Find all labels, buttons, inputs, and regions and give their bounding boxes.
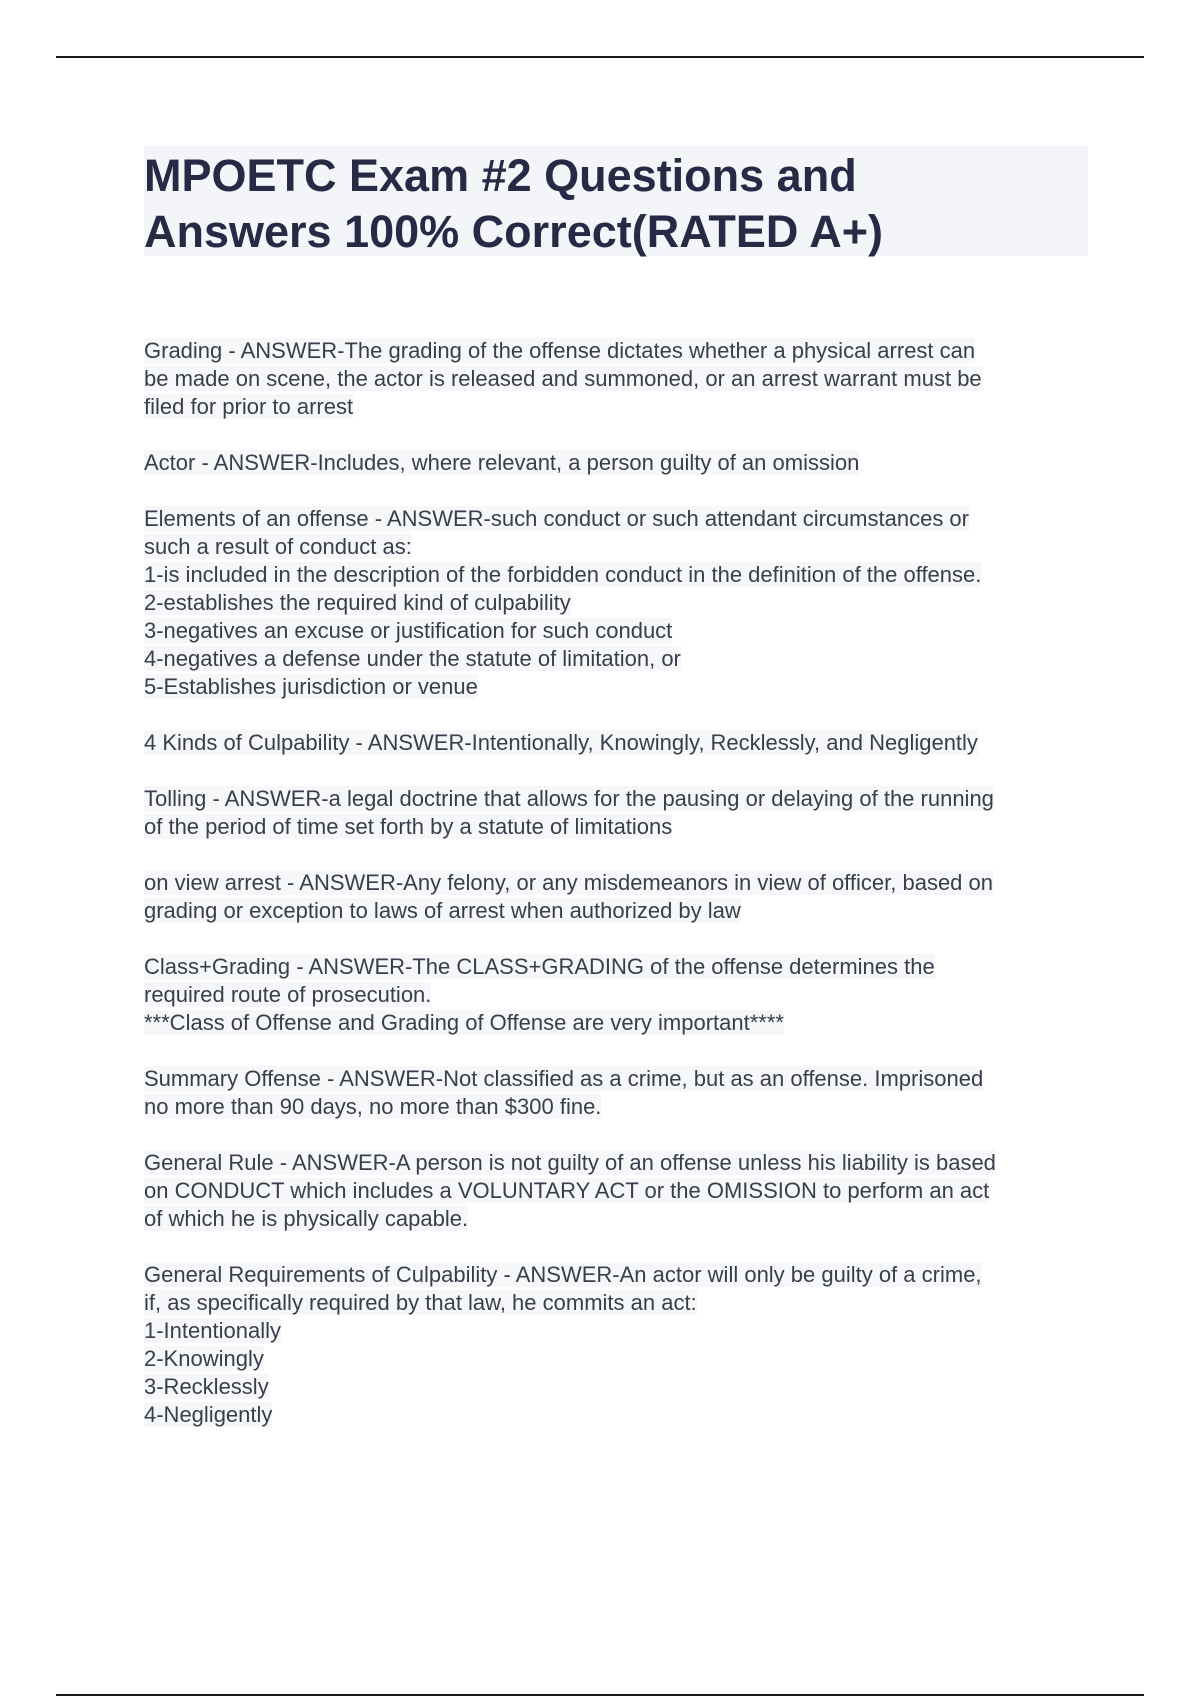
- entry-line: ***Class of Offense and Grading of Offense are very important****: [144, 1010, 784, 1035]
- entry-line: on view arrest - ANSWER-Any felony, or any misdemeanors in view of officer, based on: [144, 870, 993, 895]
- entry-line: grading or exception to laws of arrest when authorized by law: [144, 898, 741, 923]
- entry-line: of the period of time set forth by a statute of limitations: [144, 814, 673, 839]
- entry-line: Class+Grading - ANSWER-The CLASS+GRADING of the offense determines the: [144, 954, 935, 979]
- entry-line: 4-negatives a defense under the statute of limitation, or: [144, 646, 681, 671]
- entry-line: filed for prior to arrest: [144, 394, 354, 419]
- entry-line: on CONDUCT which includes a VOLUNTARY ACT or the OMISSION to perform an act: [144, 1178, 990, 1203]
- footer-rule: [56, 1694, 1144, 1696]
- entry-line: Grading - ANSWER-The grading of the offense dictates whether a physical arrest can: [144, 338, 976, 363]
- entry-line: 1-is included in the description of the forbidden conduct in the definition of the offense.: [144, 562, 982, 587]
- entry-line: 4-Negligently: [144, 1402, 273, 1427]
- entry-line: Summary Offense - ANSWER-Not classified as a crime, but as an offense. Imprisoned: [144, 1066, 984, 1091]
- qa-entry-summary-offense: [144, 1065, 1088, 1121]
- entry-line: 3-Recklessly: [144, 1374, 269, 1399]
- entry-line: such a result of conduct as:: [144, 534, 412, 559]
- entry-line: 1-Intentionally: [144, 1318, 281, 1343]
- qa-entry-tolling: [144, 785, 1088, 841]
- qa-entry-actor: [144, 449, 1088, 477]
- header-rule: [56, 56, 1144, 58]
- qa-entry-class-grading: [144, 953, 1088, 1037]
- entry-line: Elements of an offense - ANSWER-such conduct or such attendant circumstances or: [144, 506, 969, 531]
- title-line-1: MPOETC Exam #2 Questions and: [144, 150, 857, 201]
- entry-line: Tolling - ANSWER-a legal doctrine that allows for the pausing or delaying of the running: [144, 786, 994, 811]
- title-line-2: Answers 100% Correct(RATED A+): [144, 206, 883, 257]
- entry-line: 3-negatives an excuse or justification for such conduct: [144, 618, 673, 643]
- entry-line: 4 Kinds of Culpability - ANSWER-Intentionally, Knowingly, Recklessly, and Negligently: [144, 730, 978, 755]
- entry-line: no more than 90 days, no more than $300 fine.: [144, 1094, 602, 1119]
- entry-line: 2-establishes the required kind of culpability: [144, 590, 571, 615]
- qa-entry-elements-of-offense: [144, 505, 1088, 701]
- entry-line: General Rule - ANSWER-A person is not guilty of an offense unless his liability is based: [144, 1150, 996, 1175]
- entry-line: 5-Establishes jurisdiction or venue: [144, 674, 478, 699]
- qa-entry-kinds-of-culpability: [144, 729, 1088, 757]
- qa-entry-general-requirements-culpability: [144, 1261, 1088, 1429]
- entry-line: Actor - ANSWER-Includes, where relevant, a person guilty of an omission: [144, 450, 860, 475]
- entry-line: 2-Knowingly: [144, 1346, 264, 1371]
- qa-entry-on-view-arrest: [144, 869, 1088, 925]
- qa-list: [144, 337, 1088, 1457]
- qa-entry-general-rule: [144, 1149, 1088, 1233]
- entry-line: General Requirements of Culpability - ANSWER-An actor will only be guilty of a crime,: [144, 1262, 982, 1287]
- document-title: [144, 146, 1088, 256]
- qa-entry-grading: [144, 337, 1088, 421]
- entry-line: be made on scene, the actor is released and summoned, or an arrest warrant must be: [144, 366, 982, 391]
- entry-line: required route of prosecution.: [144, 982, 432, 1007]
- entry-line: of which he is physically capable.: [144, 1206, 469, 1231]
- entry-line: if, as specifically required by that law, he commits an act:: [144, 1290, 697, 1315]
